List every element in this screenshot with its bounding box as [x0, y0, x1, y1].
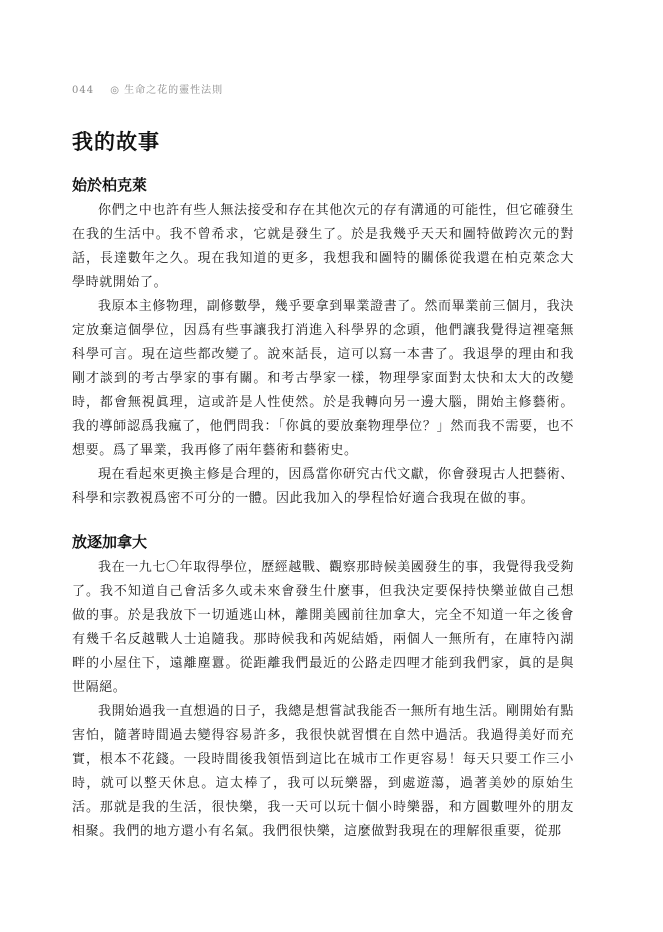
book-title: ◎ 生命之花的靈性法則	[110, 85, 224, 96]
section-title: 放逐加拿大	[72, 533, 148, 551]
paragraph: 你們之中也許有些人無法接受和存在其他次元的存有溝通的可能性，但它確發生在我的生活中。我不曾希求，它就是發生了。於是我幾乎天天和圖特做跨次元的對話，長達數年之久。現在我知道的更多，我想我和圖特的關係從我還在柏克萊念大學時就開始了。	[72, 203, 575, 290]
paragraph: 現在看起來更換主修是合理的，因爲當你研究古代文獻，你會發現古人把藝術、科學和宗教視爲密不可分的一體。因此我加入的學程恰好適合我現在做的事。	[72, 467, 575, 506]
chapter-title: 我的故事	[72, 130, 160, 154]
page-content	[72, 126, 574, 844]
paragraph: 我在一九七〇年取得學位，歷經越戰、觀察那時候美國發生的事，我覺得我受夠了。我不知道自己會活多久或未來會發生什麼事，但我決定要保持快樂並做自己想做的事。於是我放下一切遁逃山林，離開美國前往加拿大，完全不知道一年之後會有幾千名反越戰人士追隨我。那時候我和芮妮結婚，兩個人一無所有，在庫特內湖畔的小屋住下，遠離塵囂。從距離我們最近的公路走四哩才能到我們家，眞的是與世隔絕。	[72, 560, 575, 695]
paragraph: 我開始過我一直想過的日子，我總是想嘗試我能否一無所有地生活。剛開始有點害怕，隨著時間過去變得容易許多，我很快就習慣在自然中過活。我過得美好而充實，根本不花錢。一段時間後我領悟到這比在城市工作更容易！每天只要工作三小時，就可以整天休息。這太棒了，我可以玩樂器，到處遊蕩，過著美妙的原始生活。那就是我的生活，很快樂，我一天可以玩十個小時樂器，和方圓數哩外的朋友相聚。我們的地方還小有名氣。我們很快樂，這麼做對我現在的理解很重要，從那	[72, 704, 575, 839]
section-berkeley	[72, 174, 574, 511]
page-number: 044	[72, 85, 95, 96]
section-title: 始於柏克萊	[72, 176, 148, 194]
running-header	[72, 81, 223, 96]
section-canada	[72, 531, 574, 844]
paragraph: 我原本主修物理，副修數學，幾乎要拿到畢業證書了。然而畢業前三個月，我決定放棄這個學位，因爲有些事讓我打消進入科學界的念頭，他們讓我覺得這裡毫無科學可言。現在這些都改變了。說來話長，這可以寫一本書了。我退學的理由和我剛才談到的考古學家的事有關。和考古學家一樣，物理學家面對太快和太大的改變時，都會無視眞理，這或許是人性使然。於是我轉向另一邊大腦，開始主修藝術。我的導師認爲我瘋了，他們問我：「你眞的要放棄物理學位？」然而我不需要，也不想要。爲了畢業，我再修了兩年藝術和藝術史。	[72, 299, 575, 458]
